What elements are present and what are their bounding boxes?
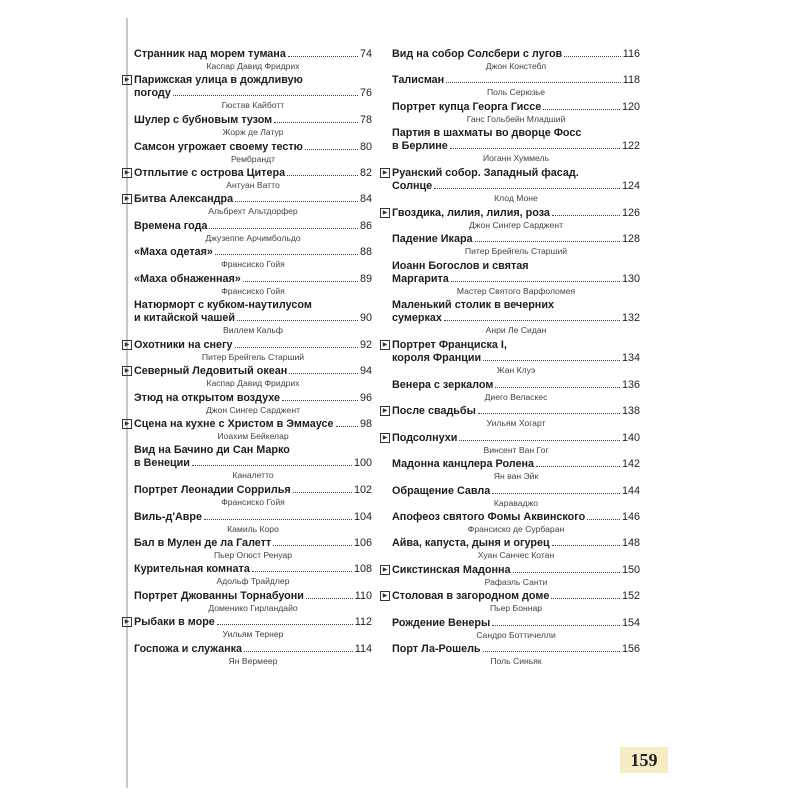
- toc-entry: [124, 616, 372, 640]
- dot-leader: [305, 149, 358, 150]
- entry-title-row: [392, 101, 640, 113]
- entry-page-number: 94: [359, 365, 372, 378]
- toc-entry: [134, 273, 372, 297]
- entry-author: Каспар Давид Фридрих: [206, 378, 300, 389]
- dot-leader: [289, 373, 358, 374]
- entry-title: Сикстинская Мадонна: [392, 563, 511, 576]
- entry-author: Жорж де Латур: [222, 127, 284, 138]
- dot-leader: [543, 109, 620, 110]
- toc-entry: [134, 537, 372, 561]
- dot-leader: [215, 254, 358, 255]
- entry-page-number: 118: [622, 74, 640, 87]
- entry-title: Госпожа и служанка: [134, 642, 243, 655]
- entry-title: Самсон угрожает своему тестю: [134, 140, 303, 153]
- toc-entry: [124, 74, 372, 111]
- entry-title-line: Партия в шахматы во дворце Фосс: [392, 127, 582, 140]
- entry-title-row: [134, 87, 372, 99]
- dot-leader: [235, 201, 358, 202]
- toc-entry: [124, 338, 372, 363]
- toc-entry: [134, 392, 372, 416]
- toc-entry: [134, 141, 372, 165]
- toc-entry: [134, 643, 372, 667]
- entry-page-number: 102: [353, 484, 372, 497]
- entry-author: Адольф Трайдлер: [216, 576, 290, 587]
- toc-entry: [134, 484, 372, 508]
- dot-leader: [293, 492, 352, 493]
- entry-title: Порт Ла-Рошель: [392, 643, 481, 655]
- dot-leader: [451, 281, 620, 282]
- entry-title-line: Натюрморт с кубком-наутилусом: [134, 299, 312, 311]
- video-play-icon: ▶: [380, 168, 390, 178]
- entry-author: Гюстав Кайботт: [221, 100, 285, 111]
- video-play-icon: ▶: [380, 433, 390, 443]
- dot-leader: [444, 320, 620, 321]
- toc-entry: [382, 590, 640, 614]
- entry-page-number: 130: [621, 272, 640, 285]
- entry-page-number: 152: [621, 590, 640, 603]
- toc-entry: [382, 339, 640, 376]
- entry-author: Виллем Кальф: [223, 325, 283, 335]
- entry-title: «Маха одетая»: [134, 246, 213, 259]
- page-gutter-line: [126, 18, 128, 788]
- entry-page-number: 112: [354, 616, 372, 629]
- dot-leader: [287, 175, 358, 176]
- entry-page-number: 156: [621, 643, 640, 655]
- entry-page-number: 110: [354, 589, 372, 602]
- entry-title: Гвоздика, лилия, лилия, роза: [392, 206, 550, 219]
- entry-page-number: 98: [359, 418, 372, 430]
- entry-title: Айва, капуста, дыня и огурец: [392, 537, 550, 550]
- dot-leader: [552, 545, 620, 546]
- entry-page-number: 108: [353, 563, 372, 576]
- toc-entry: [134, 299, 372, 336]
- entry-title-row: [392, 207, 640, 219]
- entry-page-number: 84: [359, 193, 372, 206]
- entry-title-row: [392, 273, 640, 285]
- entry-title: «Маха обнаженная»: [134, 272, 241, 285]
- entry-title-row: [392, 233, 640, 245]
- entry-page-number: 128: [621, 233, 640, 246]
- dot-leader: [336, 426, 358, 427]
- toc-entry: [382, 206, 640, 231]
- entry-title: Талисман: [392, 74, 445, 87]
- dot-leader: [513, 572, 620, 573]
- entry-title-row: [134, 141, 372, 153]
- entry-author: Иоганн Хуммель: [482, 153, 550, 164]
- entry-title: Вид на собор Солсбери с лугов: [392, 48, 563, 60]
- entry-title-row: [392, 432, 640, 444]
- toc-entry: [392, 101, 640, 125]
- dot-leader: [564, 56, 621, 57]
- video-play-icon: ▶: [380, 406, 390, 416]
- entry-title-row: [392, 48, 640, 60]
- entry-author: Альбрехт Альтдорфер: [208, 206, 298, 217]
- dot-leader: [459, 440, 620, 441]
- dot-leader: [237, 320, 358, 321]
- entry-title: Сцена на кухне с Христом в Эммаусе: [134, 418, 334, 430]
- entry-title-row: [134, 365, 372, 377]
- entry-author: Рембрандт: [230, 153, 276, 164]
- entry-author: Мастер Святого Варфоломея: [456, 285, 576, 296]
- entry-title-row: [392, 643, 640, 655]
- entry-title: и китайской чашей: [134, 312, 236, 324]
- entry-title-row: [392, 405, 640, 417]
- toc-entry: [134, 444, 372, 481]
- entry-title-row: [392, 511, 640, 523]
- entry-author: Клод Моне: [494, 193, 538, 203]
- entry-title-row: [134, 193, 372, 205]
- dot-leader: [492, 625, 620, 626]
- entry-title-row: [134, 418, 372, 430]
- entry-author: Антуан Ватто: [226, 180, 280, 190]
- video-play-icon: ▶: [122, 419, 132, 429]
- entry-title: Отплытие с острова Цитера: [134, 167, 286, 179]
- entry-author: Ганс Гольбейн Младший: [466, 113, 566, 124]
- entry-title: в Венеции: [134, 457, 190, 470]
- entry-title: Падение Икара: [392, 233, 473, 246]
- toc-entry: [124, 418, 372, 442]
- toc-entry: [134, 114, 372, 138]
- dot-leader: [475, 241, 620, 242]
- dot-leader: [450, 148, 620, 149]
- toc-entry: [382, 167, 640, 204]
- entry-page-number: 76: [359, 87, 372, 100]
- entry-page-number: 120: [621, 100, 640, 113]
- entry-title-row: [134, 167, 372, 179]
- entry-title: Охотники на снегу: [134, 338, 233, 351]
- entry-author: Пьер Огюст Ренуар: [213, 550, 293, 560]
- dot-leader: [244, 651, 353, 652]
- toc-entry: [392, 485, 640, 509]
- entry-title-row: [134, 273, 372, 285]
- entry-title-row: [134, 339, 372, 351]
- entry-title-line: Парижская улица в дождливую: [134, 74, 303, 87]
- entry-title-row: [134, 511, 372, 523]
- entry-title-row: [134, 246, 372, 258]
- entry-author: Каспар Давид Фридрих: [206, 61, 300, 71]
- entry-author: Джон Констебл: [485, 61, 547, 71]
- entry-author: Уильям Тернер: [222, 629, 284, 640]
- dot-leader: [252, 571, 352, 572]
- dot-leader: [434, 188, 620, 189]
- entry-author: Доменико Гирландайо: [208, 602, 298, 613]
- entry-page-number: 88: [359, 246, 372, 259]
- entry-author: Иоахим Бейкелар: [217, 431, 289, 441]
- entry-title: короля Франции: [392, 352, 482, 365]
- entry-page-number: 148: [621, 537, 640, 550]
- entry-page-number: 126: [621, 206, 640, 219]
- entry-title-row: [134, 220, 372, 232]
- dot-leader: [173, 95, 358, 96]
- entry-page-number: 140: [621, 431, 640, 444]
- entry-author: Сандро Боттичелли: [476, 629, 556, 640]
- entry-title-row: [392, 537, 640, 549]
- entry-author: Хуан Санчес Котан: [477, 550, 555, 561]
- entry-title-row: [134, 616, 372, 628]
- entry-title-line: Иоанн Богослов и святая: [392, 259, 529, 272]
- entry-page-number: 100: [353, 457, 372, 470]
- entry-title: После свадьбы: [392, 405, 476, 418]
- entry-title-line: Портрет Франциска I,: [392, 339, 507, 352]
- entry-title-row: [134, 48, 372, 60]
- toc-entry: [134, 48, 372, 72]
- entry-title-row: [392, 312, 640, 324]
- entry-author: Франсиско Гойя: [221, 259, 285, 270]
- entry-page-number: 116: [622, 48, 640, 60]
- toc-entry: [382, 431, 640, 456]
- entry-title-row: [134, 392, 372, 404]
- entry-title: в Берлине: [392, 140, 448, 153]
- entry-title-row: [392, 379, 640, 391]
- entry-title: погоду: [134, 87, 171, 100]
- dot-leader: [306, 598, 353, 599]
- entry-page-number: 92: [359, 338, 372, 351]
- entry-title-row: [134, 114, 372, 126]
- entry-author: Джон Сингер Сарджент: [468, 219, 563, 230]
- entry-title-row: [392, 180, 640, 192]
- entry-author: Питер Брейгель Старший: [201, 351, 305, 362]
- entry-title-row: [392, 74, 640, 86]
- toc-entry: [134, 590, 372, 614]
- entry-title-row: [134, 590, 372, 602]
- entry-page-number: 142: [621, 458, 640, 471]
- entry-title-row: [134, 457, 372, 469]
- entry-title-row: [392, 352, 640, 364]
- entry-page-number: 89: [359, 272, 372, 285]
- entry-page-number: 104: [353, 510, 372, 523]
- video-play-icon: ▶: [122, 366, 132, 376]
- dot-leader: [478, 413, 620, 414]
- entry-author: Диего Веласкес: [484, 392, 548, 402]
- dot-leader: [217, 624, 353, 625]
- entry-title: Рыбаки в море: [134, 616, 215, 629]
- entry-title: Обращение Савла: [392, 484, 491, 497]
- entry-title: Столовая в загородном доме: [392, 590, 550, 603]
- dot-leader: [483, 651, 620, 652]
- entry-author: Джузеппе Арчимбольдо: [205, 232, 301, 243]
- video-play-icon: ▶: [122, 340, 132, 350]
- dot-leader: [273, 545, 352, 546]
- toc-entry: [392, 127, 640, 164]
- video-play-icon: ▶: [122, 194, 132, 204]
- entry-title-row: [134, 484, 372, 496]
- entry-page-number: 96: [359, 391, 372, 404]
- toc-entry: [124, 193, 372, 217]
- entry-title: Бал в Мулен де ла Галетт: [134, 537, 272, 549]
- entry-title: Битва Александра: [134, 193, 234, 206]
- entry-page-number: 86: [359, 219, 372, 232]
- toc-entry: [134, 246, 372, 270]
- entry-author: Жан Клуэ: [496, 365, 536, 376]
- entry-title-row: [392, 140, 640, 152]
- dot-leader: [552, 215, 620, 216]
- toc-entry: [392, 74, 640, 98]
- toc-entry: [134, 563, 372, 587]
- entry-author: Поль Синьяк: [490, 656, 542, 666]
- dot-leader: [204, 519, 352, 520]
- entry-page-number: 124: [621, 180, 640, 192]
- entry-page-number: 144: [621, 484, 640, 497]
- entry-title-row: [134, 563, 372, 575]
- entry-author: Анри Ле Сидан: [485, 325, 547, 336]
- entry-page-number: 134: [621, 352, 640, 365]
- entry-page-number: 154: [621, 616, 640, 629]
- entry-author: Ян Вермеер: [228, 655, 278, 666]
- video-play-icon: ▶: [380, 565, 390, 575]
- entry-author: Уильям Хогарт: [486, 418, 546, 429]
- video-play-icon: ▶: [380, 340, 390, 350]
- video-play-icon: ▶: [380, 591, 390, 601]
- video-play-icon: ▶: [122, 75, 132, 85]
- entry-title-row: [134, 643, 372, 655]
- entry-title: Портрет купца Георга Гиссе: [392, 100, 542, 113]
- entry-title: сумерках: [392, 312, 442, 325]
- entry-page-number: 138: [621, 405, 640, 418]
- entry-title-row: [392, 485, 640, 497]
- page-number: 159: [620, 747, 668, 773]
- dot-leader: [235, 347, 358, 348]
- toc-entry: [382, 405, 640, 429]
- entry-title-line: Маленький столик в вечерних: [392, 299, 554, 312]
- entry-title-row: [392, 564, 640, 576]
- entry-page-number: 136: [621, 379, 640, 391]
- entry-title: Северный Ледовитый океан: [134, 365, 288, 378]
- entry-title: Мадонна канцлера Ролена: [392, 458, 535, 471]
- toc-entry: [392, 617, 640, 641]
- entry-author: Ян ван Эйк: [493, 471, 539, 482]
- entry-title: Солнце: [392, 180, 433, 192]
- entry-author: Караваджо: [493, 497, 539, 508]
- dot-leader: [483, 360, 620, 361]
- entry-page-number: 132: [621, 312, 640, 325]
- dot-leader: [192, 465, 352, 466]
- toc-entry: [392, 299, 640, 336]
- toc-entry: [124, 167, 372, 191]
- entry-title: Портрет Леонадии Соррилья: [134, 484, 291, 497]
- entry-author: Джон Сингер Сарджент: [205, 404, 300, 415]
- entry-title-line: Вид на Бачино ди Сан Марко: [134, 444, 290, 457]
- toc-entry: [392, 511, 640, 535]
- entry-page-number: 82: [359, 167, 372, 179]
- entry-title: Подсолнухи: [392, 431, 458, 444]
- video-play-icon: ▶: [122, 168, 132, 178]
- toc-entry: [134, 511, 372, 535]
- dot-leader: [282, 400, 358, 401]
- toc-entry: [392, 537, 640, 561]
- entry-page-number: 150: [621, 563, 640, 576]
- entry-author: Франсиско де Сурбаран: [467, 524, 565, 534]
- entry-author: Франсиско Гойя: [221, 497, 285, 508]
- entry-author: Камиль Коро: [227, 523, 279, 534]
- entry-author: Винсент Ван Гог: [483, 444, 549, 455]
- toc-entry: [392, 379, 640, 403]
- entry-title: Рождение Венеры: [392, 616, 491, 629]
- toc-entry: [382, 563, 640, 588]
- dot-leader: [536, 466, 620, 467]
- entry-page-number: 146: [621, 511, 640, 523]
- dot-leader: [446, 82, 621, 83]
- entry-author: Рафаэль Санти: [484, 576, 548, 587]
- entry-title: Апофеоз святого Фомы Аквинского: [392, 511, 586, 523]
- entry-title: Маргарита: [392, 272, 449, 285]
- entry-page-number: 74: [359, 48, 372, 60]
- entry-author: Каналетто: [232, 470, 274, 481]
- entry-title-line: Руанский собор. Западный фасад.: [392, 167, 579, 179]
- entry-title: Этюд на открытом воздухе: [134, 391, 281, 404]
- toc-entry: [392, 458, 640, 482]
- dot-leader: [209, 228, 358, 229]
- entry-page-number: 122: [621, 140, 640, 153]
- toc-entry: [392, 48, 640, 72]
- entry-title-row: [392, 458, 640, 470]
- entry-author: Пьер Боннар: [489, 603, 543, 614]
- entry-page-number: 90: [359, 312, 372, 324]
- entry-title-row: [134, 537, 372, 549]
- entry-page-number: 78: [359, 114, 372, 127]
- entry-title: Времена года: [134, 219, 208, 232]
- video-play-icon: ▶: [380, 208, 390, 218]
- entry-title-row: [392, 617, 640, 629]
- toc-entry: [124, 365, 372, 389]
- toc-entry: [392, 643, 640, 667]
- entry-title-row: [392, 590, 640, 602]
- dot-leader: [495, 387, 620, 388]
- entry-author: Франсиско Гойя: [221, 285, 285, 296]
- toc-entry: [134, 220, 372, 244]
- entry-title: Портрет Джованны Торнабуони: [134, 589, 304, 602]
- entry-page-number: 80: [359, 140, 372, 153]
- dot-leader: [587, 519, 620, 520]
- entry-title: Венера с зеркалом: [392, 379, 494, 391]
- dot-leader: [551, 598, 620, 599]
- dot-leader: [492, 493, 620, 494]
- dot-leader: [243, 281, 358, 282]
- entry-title-row: [134, 312, 372, 324]
- video-play-icon: ▶: [122, 617, 132, 627]
- entry-page-number: 106: [353, 537, 372, 549]
- dot-leader: [274, 122, 358, 123]
- entry-title: Курительная комната: [134, 563, 250, 576]
- entry-title: Странник над морем тумана: [134, 48, 286, 60]
- entry-title: Шулер с бубновым тузом: [134, 114, 273, 127]
- entry-page-number: 114: [354, 642, 372, 655]
- toc-entry: [392, 233, 640, 257]
- entry-author: Поль Серюзье: [486, 87, 546, 98]
- entry-author: Питер Брейгель Старший: [464, 246, 568, 257]
- entry-title: Виль-д'Авре: [134, 510, 202, 523]
- toc-entry: [392, 260, 640, 297]
- dot-leader: [288, 56, 358, 57]
